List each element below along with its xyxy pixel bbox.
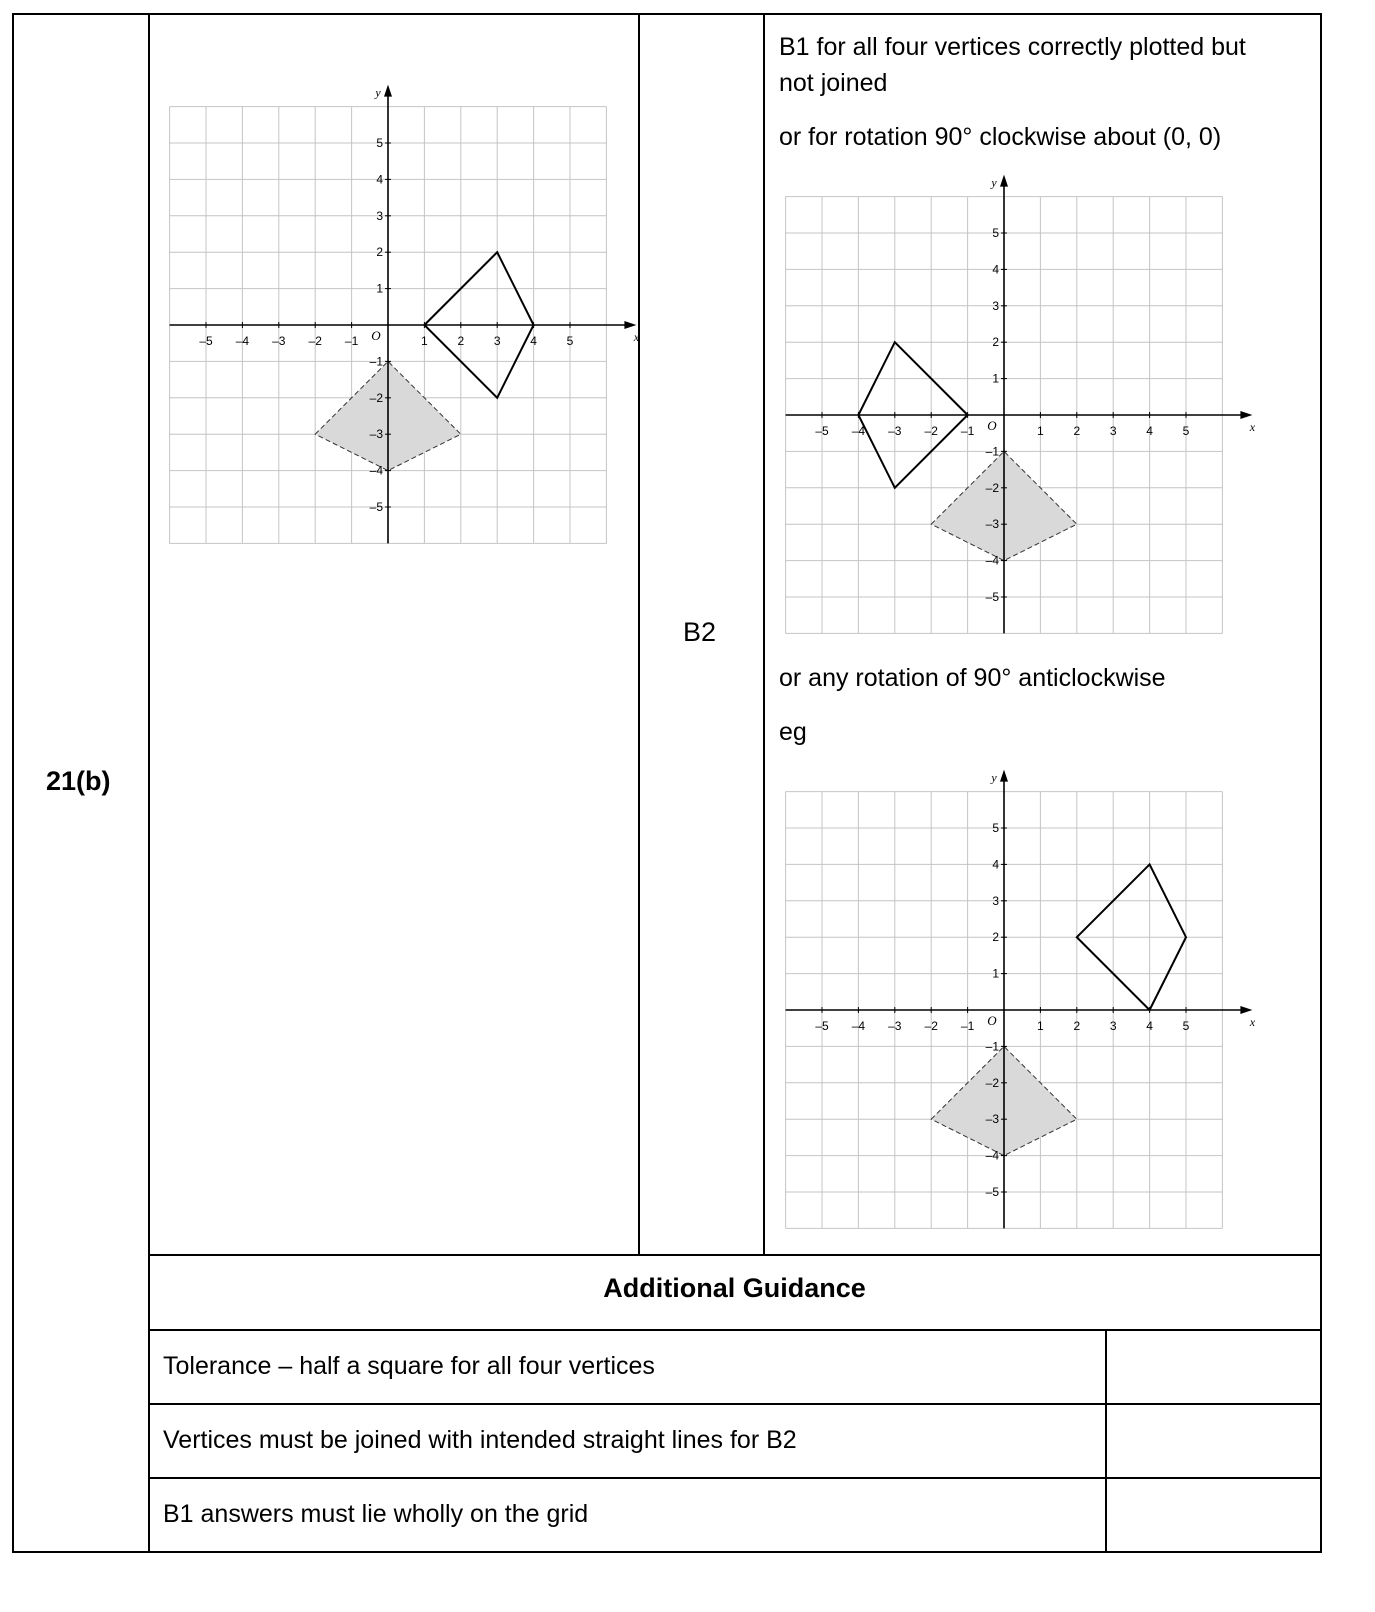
scheme-line-1: B1 for all four vertices correctly plotted but bbox=[779, 33, 1246, 61]
y-tick-label: –1 bbox=[985, 1039, 999, 1054]
table-border-left bbox=[12, 13, 14, 1552]
x-tick-label: 2 bbox=[1073, 424, 1081, 438]
table-border-top bbox=[12, 13, 1322, 15]
x-tick-label: 4 bbox=[530, 334, 537, 348]
x-tick-label: –1 bbox=[960, 424, 975, 438]
y-tick-label: 4 bbox=[992, 262, 999, 277]
x-axis-label: x bbox=[1249, 420, 1256, 434]
x-tick-label: –5 bbox=[815, 424, 829, 438]
y-axis-arrow bbox=[1000, 175, 1008, 187]
y-tick-label: –4 bbox=[985, 1148, 999, 1163]
x-tick-label: 4 bbox=[1146, 424, 1153, 438]
x-tick-label: 5 bbox=[1182, 424, 1190, 438]
y-tick-label: –2 bbox=[369, 390, 383, 405]
column-divider-answer bbox=[638, 13, 640, 1255]
table-border-bottom bbox=[12, 1551, 1322, 1553]
x-tick-label: 5 bbox=[1182, 1019, 1190, 1033]
row-divider-guidance bbox=[148, 1254, 1321, 1256]
x-tick-label: 3 bbox=[1109, 1019, 1117, 1033]
x-axis-arrow bbox=[1240, 1006, 1252, 1014]
origin-label: O bbox=[987, 1013, 997, 1028]
y-tick-label: –5 bbox=[369, 500, 383, 514]
scheme-line-4: or any rotation of 90° anticlockwise bbox=[779, 664, 1166, 692]
x-tick-label: –5 bbox=[199, 334, 213, 348]
y-tick-label: –2 bbox=[985, 1075, 999, 1090]
guidance-row-1: Tolerance – half a square for all four vertices bbox=[163, 1352, 655, 1380]
y-tick-label: 4 bbox=[376, 172, 383, 187]
y-tick-label: –3 bbox=[985, 517, 999, 532]
guidance-column-divider bbox=[1105, 1329, 1107, 1551]
guidance-row-3: B1 answers must lie wholly on the grid bbox=[163, 1500, 589, 1528]
x-axis-arrow bbox=[624, 321, 636, 329]
y-tick-label: –3 bbox=[369, 427, 383, 442]
mark-code: B2 bbox=[683, 617, 717, 647]
scheme-line-2: not joined bbox=[779, 69, 888, 97]
x-axis-label: x bbox=[1249, 1015, 1256, 1029]
y-tick-label: 3 bbox=[992, 893, 999, 908]
y-tick-label: 3 bbox=[376, 208, 383, 223]
x-tick-label: 2 bbox=[1073, 1019, 1081, 1033]
y-axis-label: y bbox=[991, 175, 997, 190]
origin-label: O bbox=[987, 418, 997, 433]
y-axis-arrow bbox=[384, 85, 392, 97]
y-tick-label: 5 bbox=[992, 226, 999, 240]
x-tick-label: 3 bbox=[493, 334, 501, 348]
x-tick-label: 5 bbox=[566, 334, 574, 348]
y-tick-label: 2 bbox=[992, 930, 999, 945]
scheme-line-5: eg bbox=[779, 718, 807, 746]
x-tick-label: –5 bbox=[815, 1019, 829, 1033]
x-tick-label: –4 bbox=[235, 334, 250, 348]
y-tick-label: –3 bbox=[985, 1112, 999, 1127]
guidance-heading: Additional Guidance bbox=[603, 1273, 866, 1303]
y-tick-label: –2 bbox=[985, 480, 999, 495]
scheme-line-3: or for rotation 90° clockwise about (0, 0) bbox=[779, 123, 1222, 151]
column-divider-mark bbox=[763, 13, 765, 1255]
x-tick-label: –4 bbox=[851, 424, 866, 438]
y-tick-label: –1 bbox=[369, 354, 383, 369]
x-tick-label: –2 bbox=[308, 334, 322, 348]
y-axis-label: y bbox=[991, 770, 997, 785]
x-tick-label: 4 bbox=[1146, 1019, 1153, 1033]
x-tick-label: –2 bbox=[924, 1019, 938, 1033]
row-divider-guidance-1 bbox=[148, 1403, 1321, 1405]
y-tick-label: 4 bbox=[992, 857, 999, 872]
y-tick-label: –1 bbox=[985, 444, 999, 459]
row-divider-guidance-2 bbox=[148, 1477, 1321, 1479]
y-tick-label: 5 bbox=[376, 136, 383, 150]
x-axis-label: x bbox=[633, 330, 640, 344]
y-tick-label: 1 bbox=[376, 281, 383, 296]
coordinate-grid-clockwise bbox=[766, 170, 1254, 640]
coordinate-grid-anticlockwise bbox=[766, 765, 1254, 1235]
x-tick-label: –2 bbox=[924, 424, 938, 438]
y-axis-label: y bbox=[375, 85, 381, 100]
y-tick-label: –4 bbox=[985, 553, 999, 568]
y-tick-label: 5 bbox=[992, 821, 999, 835]
row-divider-guidance-heading bbox=[148, 1329, 1321, 1331]
y-axis-arrow bbox=[1000, 770, 1008, 782]
x-tick-label: 3 bbox=[1109, 424, 1117, 438]
x-tick-label: –3 bbox=[272, 334, 286, 348]
x-tick-label: 1 bbox=[1037, 1019, 1044, 1033]
guidance-row-2: Vertices must be joined with intended straight lines for B2 bbox=[163, 1426, 797, 1454]
x-tick-label: –1 bbox=[960, 1019, 975, 1033]
y-tick-label: 1 bbox=[992, 966, 999, 981]
y-tick-label: 2 bbox=[376, 245, 383, 260]
x-tick-label: 1 bbox=[421, 334, 428, 348]
y-tick-label: –4 bbox=[369, 463, 383, 478]
origin-label: O bbox=[371, 328, 381, 343]
x-tick-label: 1 bbox=[1037, 424, 1044, 438]
table-border-right bbox=[1320, 13, 1322, 1552]
x-tick-label: 2 bbox=[457, 334, 465, 348]
question-number: 21(b) bbox=[46, 766, 111, 796]
y-tick-label: –5 bbox=[985, 590, 999, 604]
x-tick-label: –4 bbox=[851, 1019, 866, 1033]
y-tick-label: 1 bbox=[992, 371, 999, 386]
y-tick-label: 2 bbox=[992, 335, 999, 350]
x-tick-label: –3 bbox=[888, 1019, 902, 1033]
y-tick-label: 3 bbox=[992, 298, 999, 313]
x-tick-label: –3 bbox=[888, 424, 902, 438]
x-axis-arrow bbox=[1240, 411, 1252, 419]
y-tick-label: –5 bbox=[985, 1185, 999, 1199]
coordinate-grid-answer bbox=[150, 80, 638, 550]
x-tick-label: –1 bbox=[344, 334, 359, 348]
